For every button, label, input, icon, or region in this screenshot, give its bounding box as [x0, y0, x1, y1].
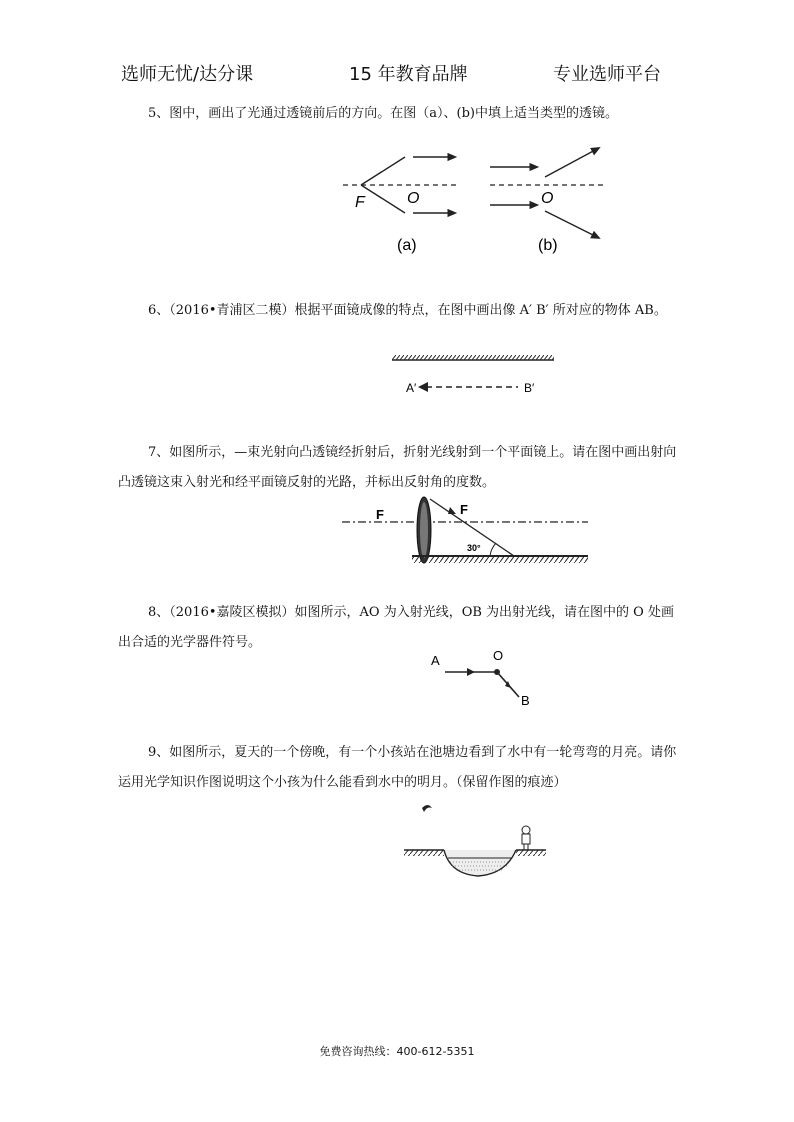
plane-mirror-hatching: [412, 556, 588, 563]
angle-arc: [490, 543, 496, 556]
figure-6-plane-mirror: [388, 350, 558, 405]
figure-8-optical-device: [425, 645, 545, 710]
label-A-prime: A′: [406, 381, 417, 395]
incident-arrowhead: [467, 668, 475, 676]
angle-label: 30°: [467, 543, 481, 553]
header-brand-center: 15 年教育品牌: [349, 64, 468, 85]
ray-arrowhead: [448, 507, 456, 514]
center-label-O-b: O: [541, 190, 554, 207]
figure-9-pond-moon: [400, 800, 550, 885]
label-B: B: [521, 693, 530, 708]
ground-right-hatching: [516, 850, 546, 856]
label-O: O: [493, 648, 504, 663]
ground-left-hatching: [404, 850, 444, 856]
ray-b-upper-out: [545, 149, 597, 177]
moon-icon: [422, 805, 432, 812]
header-brand-left: 选师无忧/达分课: [121, 64, 254, 85]
caption-a: (a): [397, 237, 417, 254]
question-8: 8、（2016•嘉陵区模拟）如图所示，AO 为入射光线，OB 为出射光线，请在图中的 O 处画出合适的光学器件符号。: [118, 605, 674, 650]
figure-7-convex-lens-mirror: [340, 492, 590, 570]
figure-5-lens-diagrams: [335, 145, 615, 265]
label-B-prime: B′: [524, 381, 535, 395]
focus-label-right: F: [460, 502, 468, 517]
child-body: [522, 834, 530, 844]
ray-a-upper-in: [361, 157, 405, 185]
question-7: 7、如图所示，—束光射向凸透镜经折射后，折射光线射到一个平面镜上。请在图中画出射向凸透镜这束入射光和经平面镜反射的光路，并标出反射角的度数。: [118, 445, 677, 490]
ray-b-lower-out: [545, 211, 597, 237]
convex-lens-highlight: [420, 502, 428, 558]
header-brand-right: 专业选师平台: [553, 64, 661, 85]
pond: [444, 850, 516, 876]
question-6: 6、（2016•青浦区二模）根据平面镜成像的特点，在图中画出像 A′ B′ 所对应的物体 AB。: [148, 303, 667, 318]
label-A: A: [431, 653, 440, 668]
child-head: [522, 826, 530, 834]
image-arrowhead: [418, 382, 428, 392]
ray-a-lower-in: [361, 185, 405, 213]
caption-b: (b): [538, 237, 558, 254]
focus-label-F: F: [355, 194, 365, 211]
focus-label-left: F: [376, 507, 384, 522]
question-9: 9、如图所示，夏天的一个傍晚，有一个小孩站在池塘边看到了水中有一轮弯弯的月亮。请你运用光学知识作图说明这个小孩为什么能看到水中的明月。（保留作图的痕迹）: [118, 745, 677, 790]
footer-hotline: 免费咨询热线：400-612-5351: [319, 1045, 475, 1058]
center-label-O-a: O: [407, 190, 420, 207]
question-5: 5、图中，画出了光通过透镜前后的方向。在图（a）、(b)中填上适当类型的透镜。: [148, 106, 618, 121]
